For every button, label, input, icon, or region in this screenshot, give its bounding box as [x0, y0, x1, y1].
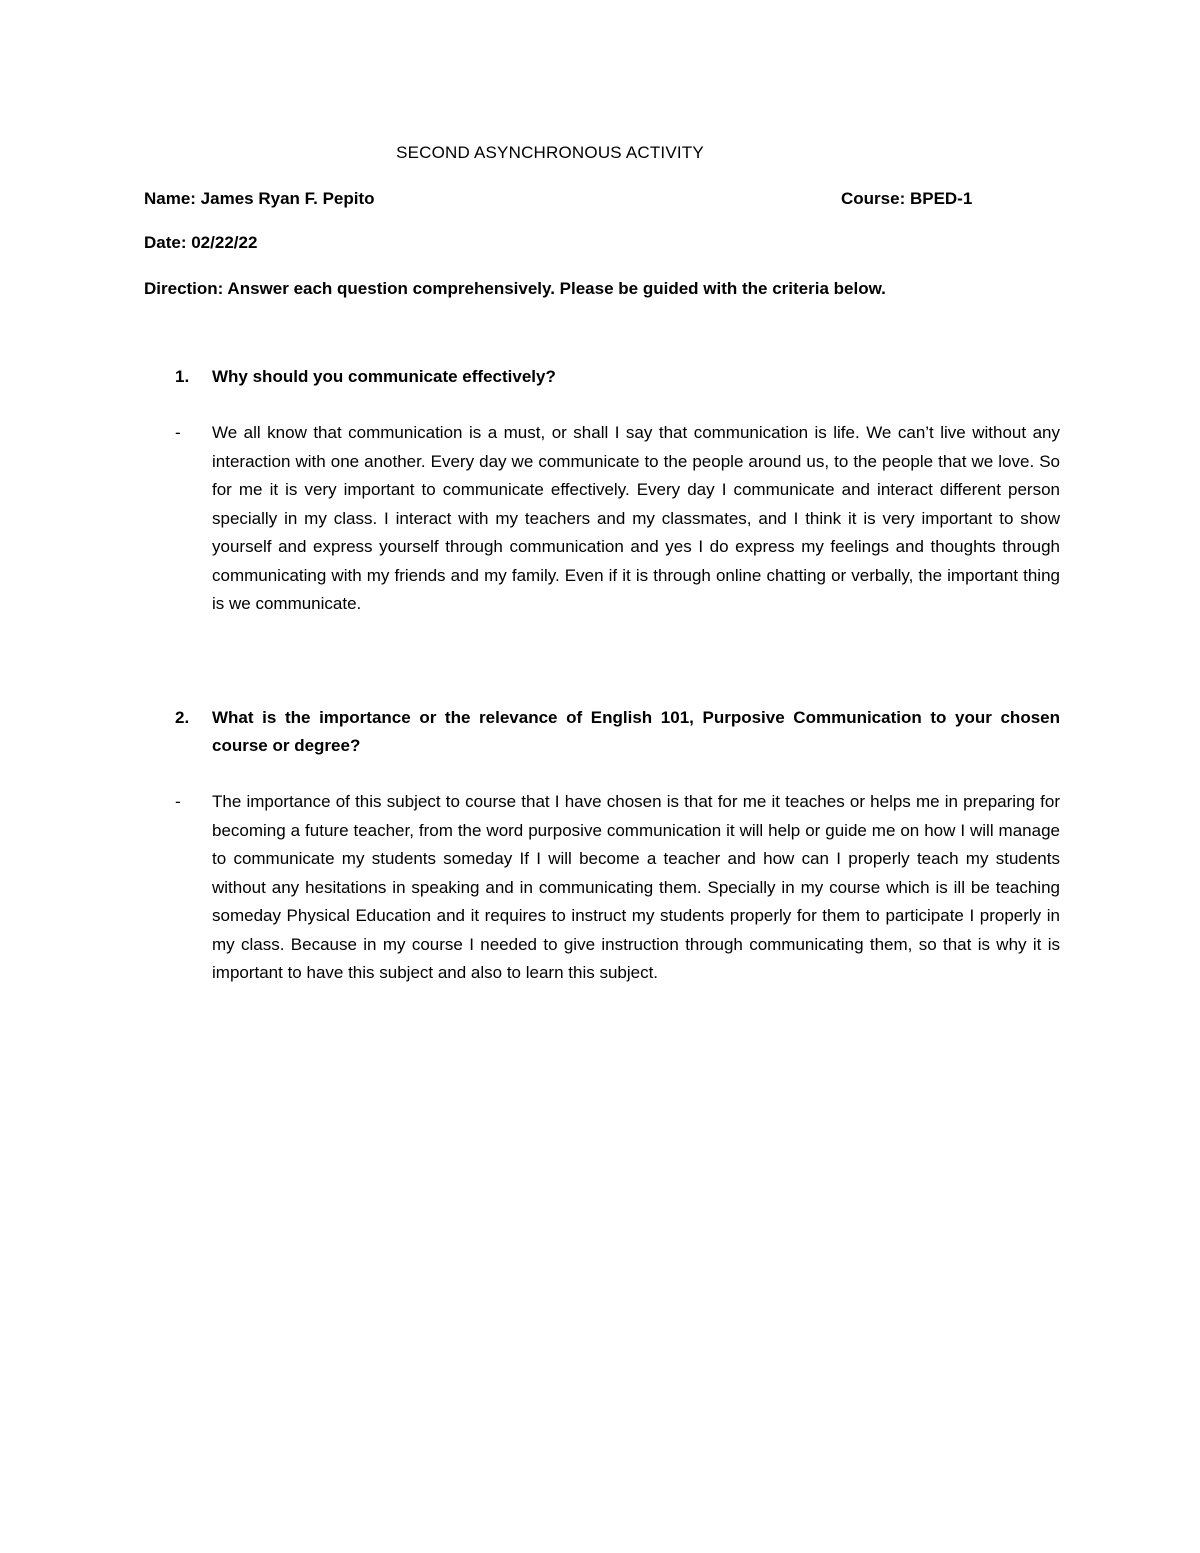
question-2	[175, 704, 1060, 760]
document-title: SECOND ASYNCHRONOUS ACTIVITY	[396, 143, 704, 162]
answer-bullet: -	[175, 423, 181, 442]
answer-text: The importance of this subject to course that I have chosen is that for me it teaches or helps me in preparing for becoming a future teacher, from the word purposive communication it will help or guide me on how I will manage to communicate my students someday If I will become a teacher and how can I properly teach my students without any hesitations in speaking and in communicating them. Specially in my course which is ill be teaching someday Physical Education and it requires to instruct my students properly for them to participate I properly in my class. Because in my course I needed to give instruction through communicating them, so that is why it is important to have this subject and also to learn this subject.	[212, 792, 1060, 982]
document-date: Date: 02/22/22	[144, 233, 258, 252]
question-number: 1.	[175, 367, 190, 386]
question-1	[175, 363, 1060, 391]
question-number: 2.	[175, 708, 190, 727]
student-name: Name: James Ryan F. Pepito	[144, 189, 375, 208]
answer-1	[175, 419, 1060, 619]
question-text: What is the importance or the relevance of English 101, Purposive Communication to your chosen course or degree?	[212, 708, 1060, 755]
direction-text: Direction: Answer each question comprehensively. Please be guided with the criteria below.	[144, 279, 886, 298]
question-text: Why should you communicate effectively?	[212, 367, 556, 386]
answer-text: We all know that communication is a must, or shall I say that communication is life. We can’t live without any interaction with one another. Every day we communicate to the people around us, to the people that we love. So for me it is very important to communicate effectively. Every day I communicate and interact different person specially in my class. I interact with my teachers and my classmates, and I think it is very important to show yourself and express yourself through communication and yes I do express my feelings and thoughts through communicating with my friends and my family. Even if it is through online chatting or verbally, the important thing is we communicate.	[212, 423, 1060, 613]
student-course: Course: BPED-1	[841, 189, 973, 208]
answer-2	[175, 788, 1060, 988]
answer-bullet: -	[175, 792, 181, 811]
